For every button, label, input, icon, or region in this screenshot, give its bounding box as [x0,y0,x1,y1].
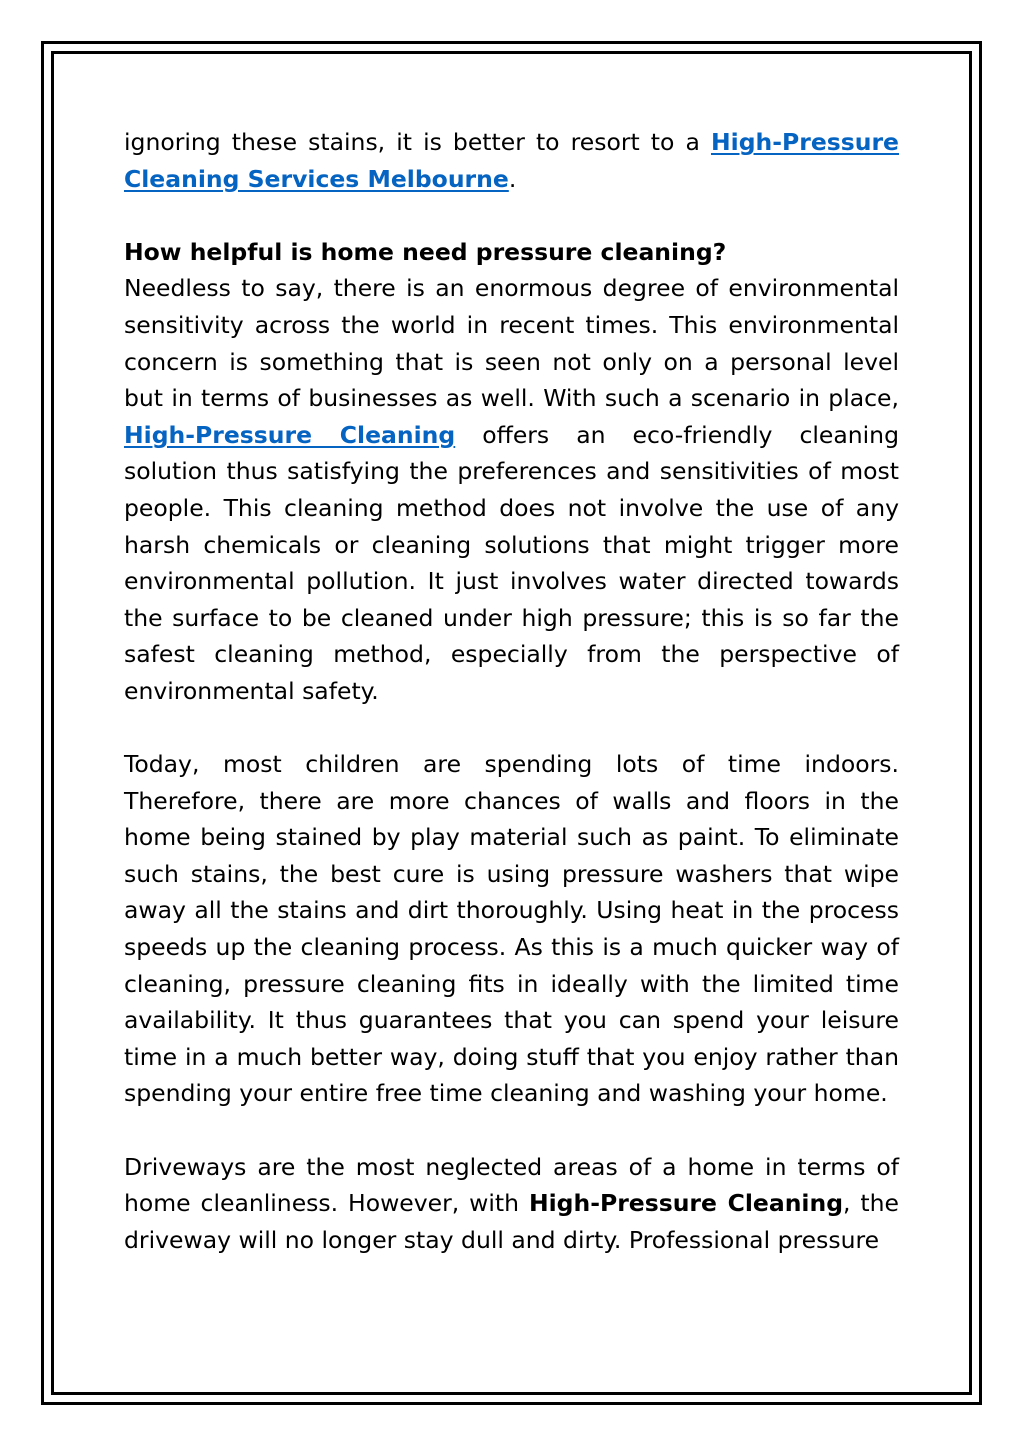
paragraph-gap [124,1112,899,1149]
paragraph-text: , the driveway will no longer stay dull and dirty. Professional pressure [124,1189,899,1254]
paragraph-intro [124,124,899,197]
link-high-pressure-cleaning[interactable]: High-Pressure Cleaning [124,420,456,449]
paragraph-text: . [508,164,517,193]
paragraph-children: Today, most children are spending lots of time indoors. Therefore, there are more chances of walls and floors in the home being stained by play material such as paint. To eliminate such stains, the best cure is using pressure washers that wipe away all the stains and dirt thoroughly. Using heat in the process speeds up the cleaning process. As this is a much quicker way of cleaning, pressure cleaning fits in ideally with the limited time availability. It thus guarantees that you can spend your leisure time in a much better way, doing stuff that you enjoy rather than spending your entire free time cleaning and washing your home. [124,750,899,1108]
paragraph-text: Needless to say, there is an enormous degree of environmental sensitivity across the world in recent times. This environmental concern is something that is seen not only on a personal level but in terms of businesses as well. With such a scenario in place, [124,274,899,413]
paragraph-environment [124,270,899,709]
document-body [124,124,899,1258]
paragraph-gap [124,710,899,747]
paragraph-driveways [124,1149,899,1259]
paragraph-text: offers an eco-friendly cleaning solution thus satisfying the preferences and sensitivities of most people. This cleaning method does not involve the use of any harsh chemicals or cleaning solutions that might trigger more environmental pollution. It just involves water directed towards the surface to be cleaned under high pressure; this is so far the safest cleaning method, especially from the perspective of environmental safety. [124,420,899,705]
paragraph-gap [124,197,899,234]
bold-high-pressure-cleaning: High-Pressure Cleaning [528,1189,844,1218]
link-high-pressure-cleaning-services-melbourne[interactable]: High-Pressure Cleaning Services Melbourne [124,128,899,193]
paragraph-text: Driveways are the most neglected areas of a home in terms of home cleanliness. However, with [124,1152,899,1218]
paragraph-text: ignoring these stains, it is better to resort to a [124,128,711,156]
section-heading: How helpful is home need pressure cleaning? [124,237,727,266]
